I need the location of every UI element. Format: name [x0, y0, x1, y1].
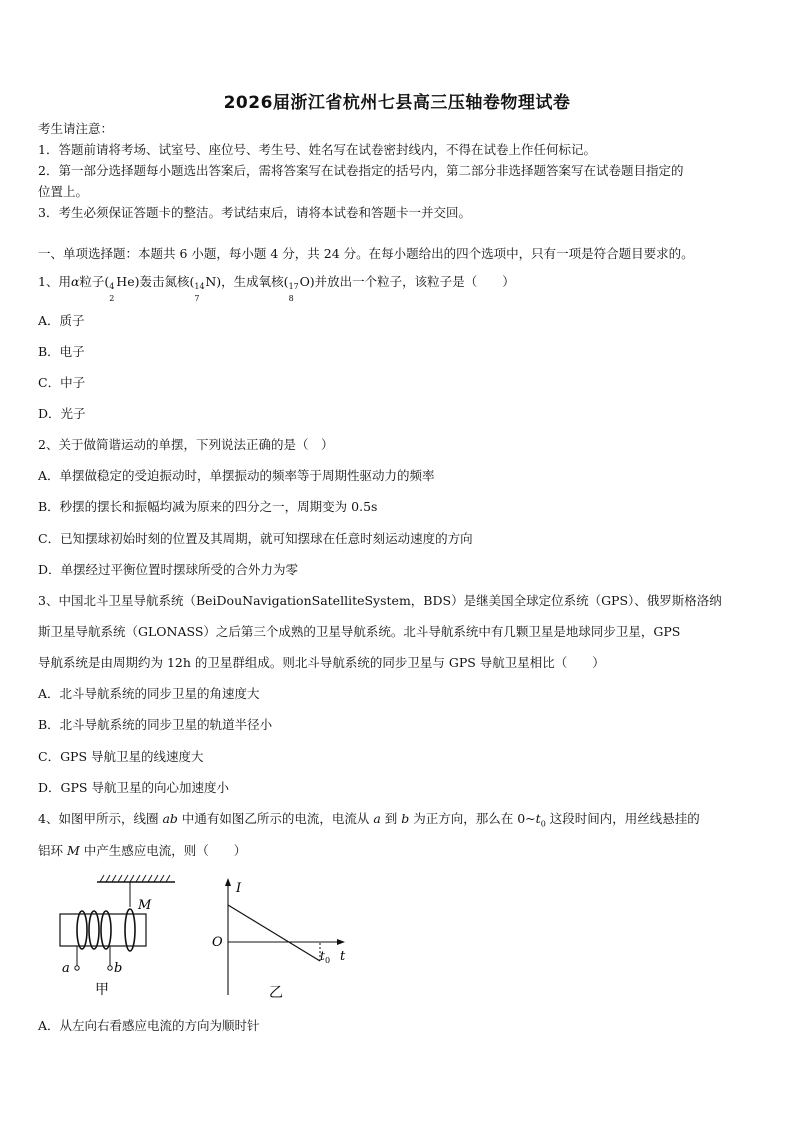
option-d: D．单摆经过平衡位置时摆球所受的合外力为零 [38, 562, 299, 577]
label-t0: t [320, 949, 325, 963]
label-t: t [340, 949, 346, 964]
option-b: B．秒摆的摆长和振幅均减为原来的四分之一，周期变为 0.5s [38, 499, 378, 514]
notice-item: 2．第一部分选择题每小题选出答案后，需将答案写在试卷指定的括号内，第二部分非选择题答案写在试卷题目指定的 [38, 163, 684, 178]
label-M: M [138, 898, 152, 913]
page-title: 2026届浙江省杭州七县高三压轴卷物理试卷 [223, 93, 571, 113]
figure-yi [212, 878, 346, 1001]
section-heading: 一、单项选择题：本题共 6 小题，每小题 4 分，共 24 分。在每小题给出的四个选项中，只有一项是符合题目要求的。 [38, 246, 694, 261]
option-b: B．电子 [38, 344, 85, 359]
question-4-figures [40, 870, 360, 1005]
question-3-stem: 导航系统是由周期约为 12h 的卫星群组成。则北斗导航系统的同步卫星与 GPS 导航卫星相比（ ） [38, 655, 605, 670]
option-c: C．已知摆球初始时刻的位置及其周期，就可知摆球在任意时刻运动速度的方向 [38, 531, 473, 546]
label-O: O [212, 935, 223, 950]
option-b: B．北斗导航系统的同步卫星的轨道半径小 [38, 717, 273, 732]
option-a: A．从左向右看感应电流的方向为顺时针 [38, 1018, 260, 1033]
question-3-stem: 3、中国北斗卫星导航系统（BeiDouNavigationSatelliteSystem，BDS）是继美国全球定位系统（GPS）、俄罗斯格洛纳 [38, 593, 722, 608]
caption-yi: 乙 [269, 985, 283, 1001]
option-d: D．GPS 导航卫星的向心加速度小 [38, 780, 229, 795]
notice-item: 位置上。 [38, 184, 89, 199]
question-4-stem: 铝环 M 中产生感应电流，则（ ） [38, 843, 247, 858]
question-3-stem: 斯卫星导航系统（GLONASS）之后第三个成熟的卫星导航系统。北斗导航系统中有几颗卫星是地球同步卫星，GPS [38, 624, 681, 639]
label-b: b [114, 961, 123, 976]
figure-jia [60, 875, 175, 998]
notice-heading: 考生请注意： [38, 121, 114, 136]
caption-jia: 甲 [95, 982, 109, 998]
option-a: A．质子 [38, 313, 85, 328]
notice-item: 3．考生必须保证答题卡的整洁。考试结束后，请将本试卷和答题卡一并交回。 [38, 205, 471, 220]
option-a: A．北斗导航系统的同步卫星的角速度大 [38, 686, 260, 701]
label-a: a [62, 961, 70, 976]
option-d: D．光子 [38, 406, 86, 421]
notice-item: 1．答题前请将考场、试室号、座位号、考生号、姓名写在试卷密封线内，不得在试卷上作任何标记。 [38, 142, 596, 157]
question-1-stem: 1、用α粒子( 4 2 He)轰击氮核( 14 7 N)，生成氧核( 17 8 O)并放出一个粒子，该粒子是（ ） [38, 274, 515, 303]
option-c: C．中子 [38, 375, 86, 390]
option-c: C．GPS 导航卫星的线速度大 [38, 749, 204, 764]
question-2-stem: 2、关于做简谐运动的单摆，下列说法正确的是（ ） [38, 437, 334, 452]
label-t0-sub: 0 [325, 956, 331, 965]
option-a: A．单摆做稳定的受迫振动时，单摆振动的频率等于周期性驱动力的频率 [38, 468, 435, 483]
question-4-stem: 4、如图甲所示，线圈 ab 中通有如图乙所示的电流，电流从 a 到 b 为正方向，那么在 $0\sim t_0$ 这段时间内，用丝线悬挂的 [38, 811, 700, 829]
label-I: I [236, 881, 242, 896]
